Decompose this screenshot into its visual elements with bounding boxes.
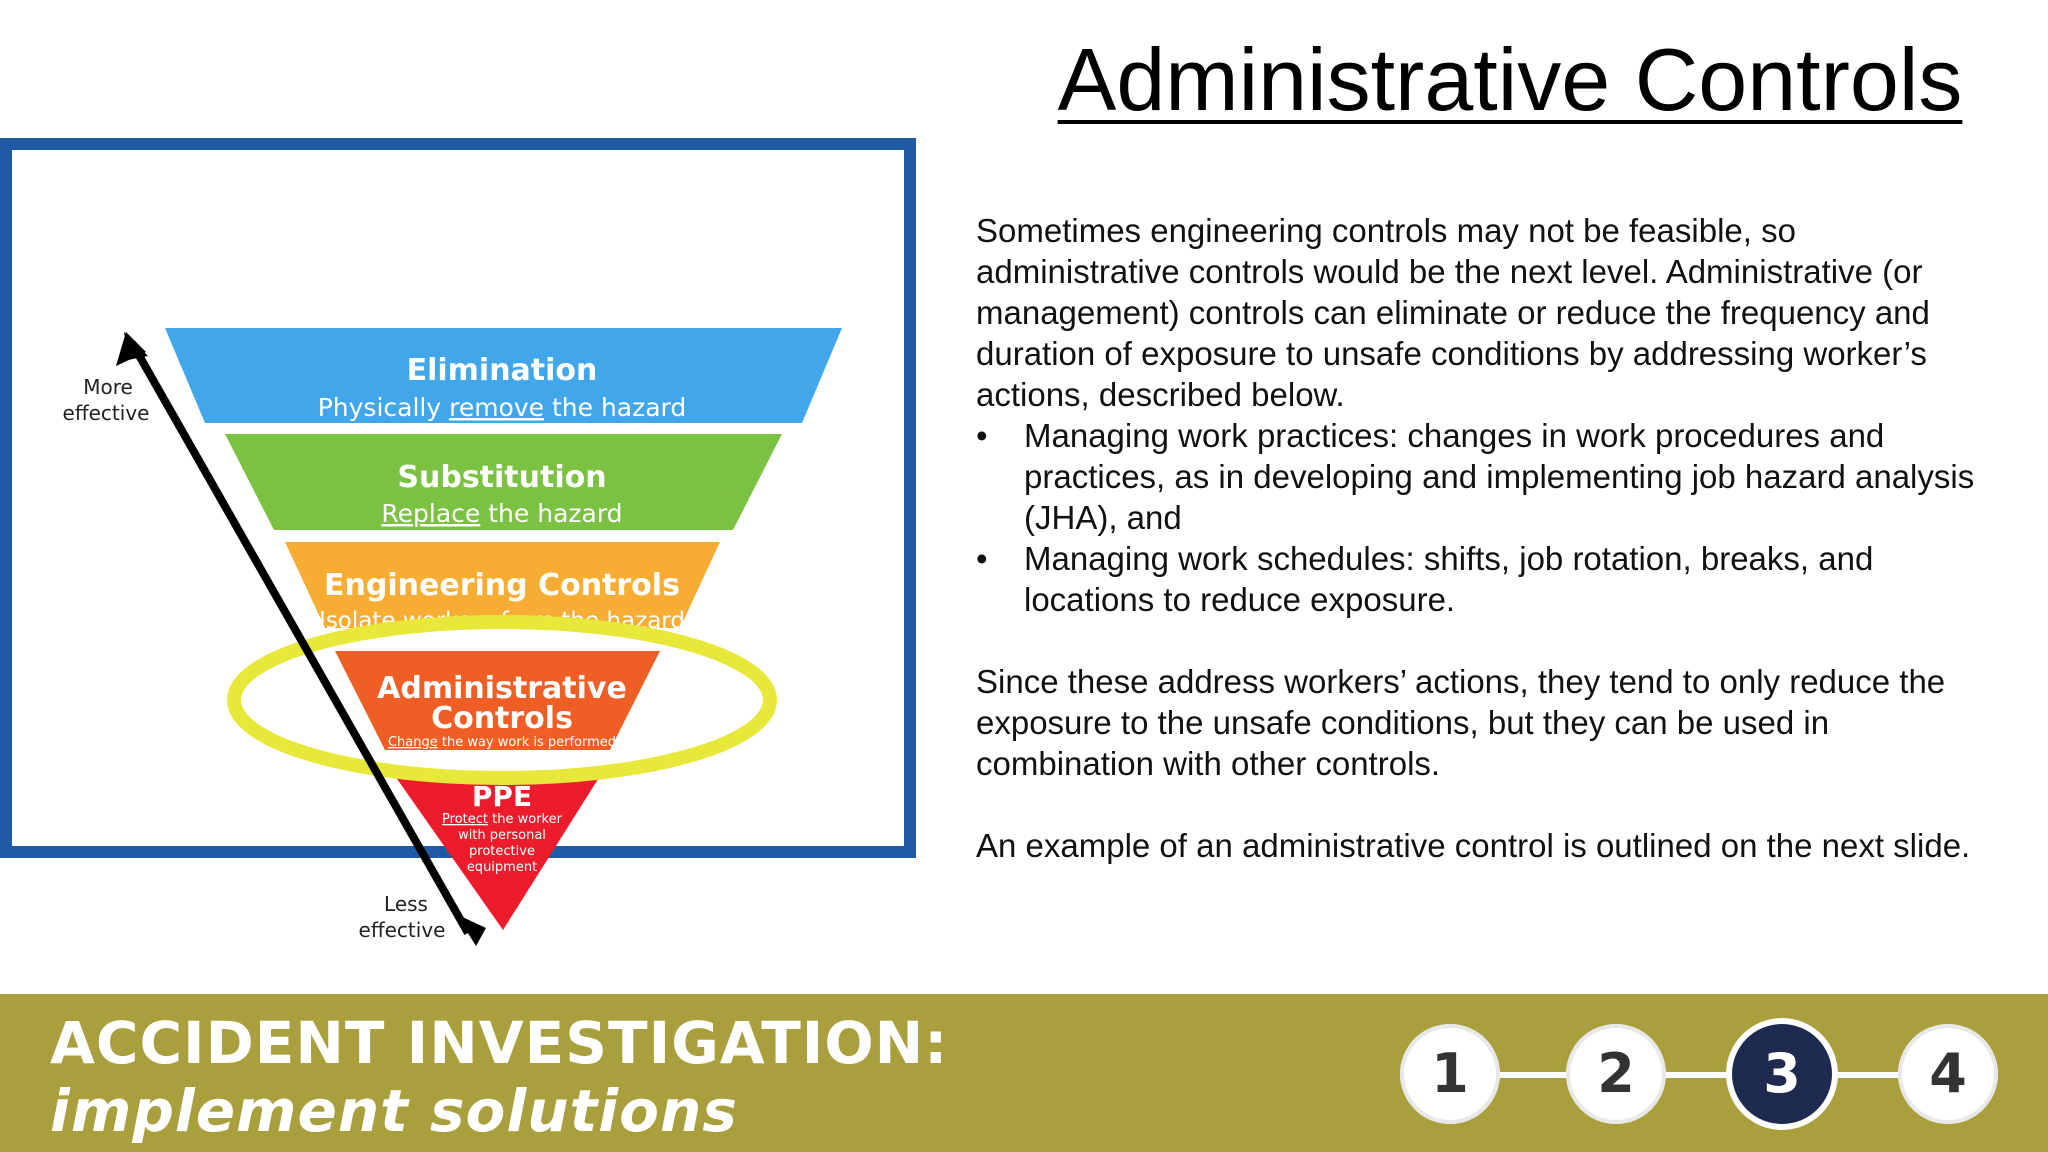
level-desc-engineering: Isolate workers from the hazard [319, 608, 685, 634]
step-4[interactable]: 4 [1898, 1024, 1998, 1124]
bullet-symbol: • [976, 540, 988, 577]
effectiveness-arrow-line [132, 343, 468, 933]
level-desc-ppe-line4: equipment [466, 860, 538, 875]
list-item [976, 415, 1986, 538]
bullet-text: Managing work practices: changes in work procedures and practices, as in developing and implementing job hazard analysis (JHA), and [1024, 417, 1975, 536]
more-effective-label-line2: effective [62, 401, 150, 425]
slide-title: Administrative Controls [1057, 30, 1963, 129]
step-1[interactable]: 1 [1400, 1024, 1500, 1124]
level-title-administrative-line2: Controls [431, 701, 573, 736]
bullet-symbol: • [976, 417, 988, 454]
step-indicator [1390, 1020, 2010, 1130]
intro-paragraph: Sometimes engineering controls may not be feasible, so administrative controls would be the next level. Administrative (or management) controls can eliminate or reduce the frequency and duration of exposure to unsafe conditions by addressing worker’s actions, described below. [976, 212, 1930, 413]
footer-subtitle: implement solutions [50, 1077, 738, 1145]
level-desc-substitution: Replace the hazard [381, 499, 623, 528]
step-connector [1450, 1072, 1950, 1078]
footer-title: ACCIDENT INVESTIGATION: [50, 1009, 949, 1077]
body-text [976, 210, 1986, 866]
paragraph-2: Since these address workers’ actions, they tend to only reduce the exposure to the unsafe conditions, but they can be used in combination with other controls. [976, 663, 1946, 782]
hierarchy-of-controls-diagram [0, 138, 916, 942]
level-title-elimination: Elimination [406, 353, 598, 388]
step-3-active[interactable]: 3 [1732, 1024, 1832, 1124]
bullet-list [976, 415, 1986, 620]
level-desc-ppe-line1: Protect the worker [442, 812, 562, 827]
level-title-substitution: Substitution [397, 460, 607, 495]
list-item [976, 538, 1986, 620]
paragraph-3: An example of an administrative control is outlined on the next slide. [976, 827, 1971, 864]
level-title-ppe: PPE [471, 780, 533, 813]
footer-bar [0, 994, 2048, 1152]
less-effective-label-line1: Less [384, 892, 428, 916]
level-desc-administrative: Change the way work is performed [387, 735, 617, 750]
arrow-head-down-main [456, 914, 486, 946]
level-title-administrative-line1: Administrative [377, 671, 627, 706]
step-2[interactable]: 2 [1566, 1024, 1666, 1124]
level-title-engineering: Engineering Controls [324, 568, 680, 603]
less-effective-label-line2: effective [358, 918, 446, 942]
more-effective-label-line1: More [83, 375, 133, 399]
level-desc-ppe-line2: with personal [458, 828, 546, 843]
level-desc-ppe-line3: protective [469, 844, 535, 859]
bullet-text: Managing work schedules: shifts, job rotation, breaks, and locations to reduce exposure. [1024, 540, 1874, 618]
level-desc-elimination: Physically remove the hazard [317, 393, 687, 422]
